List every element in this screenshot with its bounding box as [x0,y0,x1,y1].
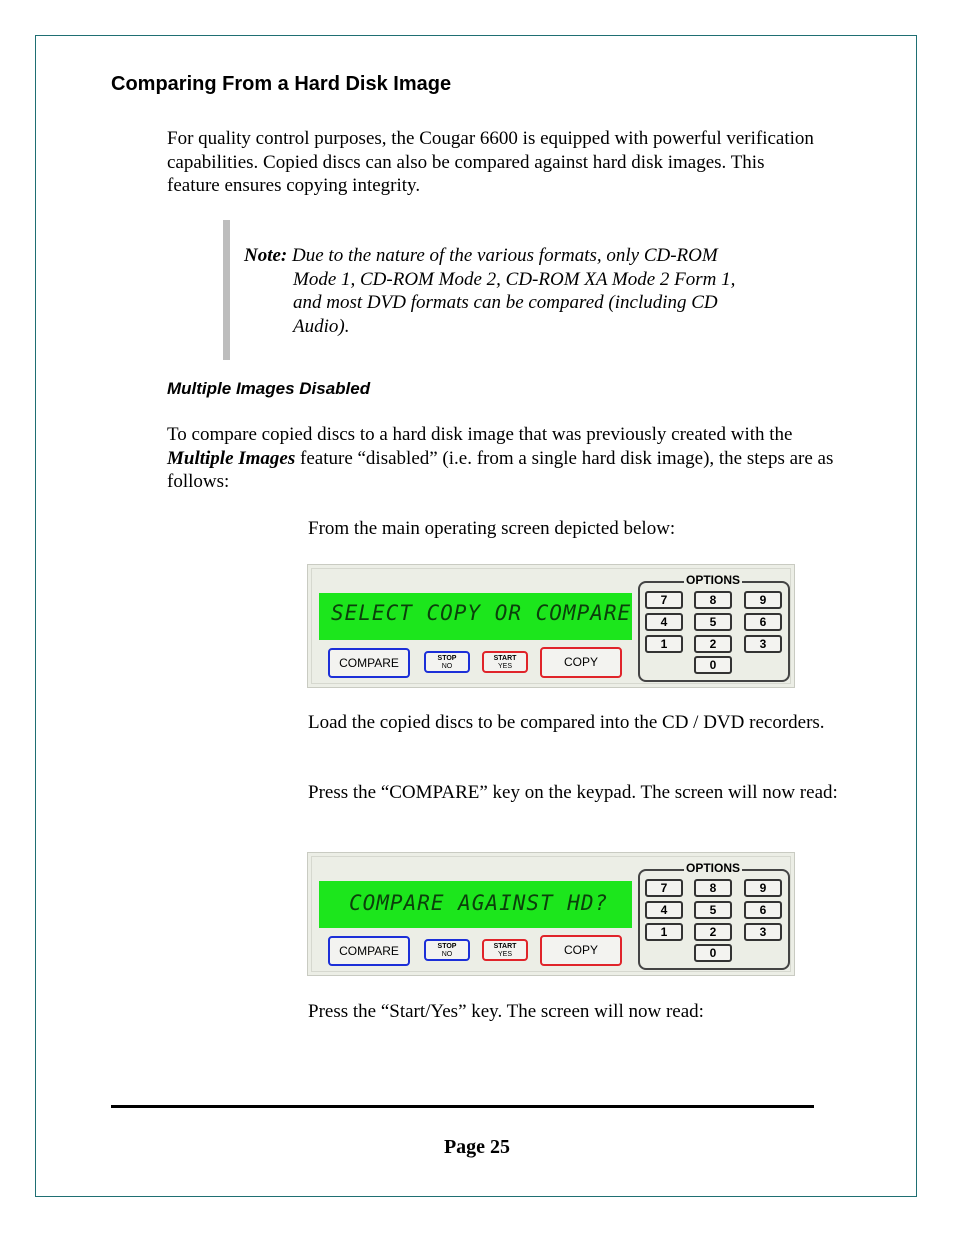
key-8[interactable]: 8 [694,879,732,897]
key-4[interactable]: 4 [645,901,683,919]
intro-paragraph: For quality control purposes, the Cougar 6600 is equipped with powerful verification capabilities. Copied discs can also be compared against hard disk images. This feature ensures copying integrity. [167,128,814,196]
lcd-text: COMPARE AGAINST HD? [349,891,609,915]
keypad-panel-select [307,564,795,688]
stop-no-button[interactable] [424,939,470,961]
note-sidebar-bar [223,220,230,360]
steps-intro-after: feature “disabled” (i.e. from a single hard disk image), the steps are as follows: [167,447,834,492]
key-2[interactable]: 2 [694,923,732,941]
steps-intro-emphasis: Multiple Images [167,447,296,469]
no-label: NO [441,663,453,670]
key-2[interactable]: 2 [694,635,732,653]
start-label: START [493,943,517,950]
yes-label: YES [497,663,512,670]
note-line-3: and most DVD formats can be compared (including CD [293,292,718,313]
footer-rule [111,1105,814,1108]
steps-intro-paragraph [167,423,847,494]
note-line-2: Mode 1, CD-ROM Mode 2, CD-ROM XA Mode 2 Form 1, [293,268,736,290]
start-yes-button[interactable] [482,939,528,961]
copy-button[interactable]: COPY [540,647,622,678]
key-5[interactable]: 5 [694,901,732,919]
steps-intro-before: To compare copied discs to a hard disk image that was previously created with the [167,424,793,445]
key-9[interactable]: 9 [744,591,782,609]
copy-button[interactable]: COPY [540,935,622,966]
key-9[interactable]: 9 [744,879,782,897]
yes-label: YES [497,951,512,958]
note-line-1: Due to the nature of the various formats, only CD-ROM [292,245,718,266]
keypad-panel-compare-hd [307,852,795,976]
lcd-display [319,593,632,640]
key-4[interactable]: 4 [645,613,683,631]
stop-label: STOP [437,655,457,662]
key-1[interactable]: 1 [645,635,683,653]
step-press-start: Press the “Start/Yes” key. The screen will now read: [308,1001,704,1022]
step-load-discs: Load the copied discs to be compared into the CD / DVD recorders. [308,712,825,733]
key-7[interactable]: 7 [645,591,683,609]
key-3[interactable]: 3 [744,635,782,653]
note-label: Note: [244,245,288,266]
key-7[interactable]: 7 [645,879,683,897]
section-heading: Comparing From a Hard Disk Image [111,73,452,95]
start-yes-button[interactable] [482,651,528,673]
key-5[interactable]: 5 [694,613,732,631]
start-label: START [493,655,517,662]
note-line-4: Audio). [293,315,350,337]
key-0[interactable]: 0 [694,944,732,962]
options-label: OPTIONS [686,861,741,875]
compare-button[interactable]: COMPARE [328,936,410,966]
key-8[interactable]: 8 [694,591,732,609]
subsection-heading: Multiple Images Disabled [167,379,371,398]
key-3[interactable]: 3 [744,923,782,941]
options-label: OPTIONS [686,573,741,587]
key-6[interactable]: 6 [744,613,782,631]
step-press-compare: Press the “COMPARE” key on the keypad. The screen will now read: [308,782,838,803]
stop-no-button[interactable] [424,651,470,673]
note-block [244,244,784,338]
compare-button[interactable]: COMPARE [328,648,410,678]
lcd-text: SELECT COPY OR COMPARE [331,601,632,625]
key-1[interactable]: 1 [645,923,683,941]
lcd-display [319,881,632,928]
step-main-screen: From the main operating screen depicted below: [308,518,676,539]
key-0[interactable]: 0 [694,656,732,674]
page-number: Page 25 [443,1136,511,1158]
stop-label: STOP [437,943,457,950]
no-label: NO [441,951,453,958]
key-6[interactable]: 6 [744,901,782,919]
